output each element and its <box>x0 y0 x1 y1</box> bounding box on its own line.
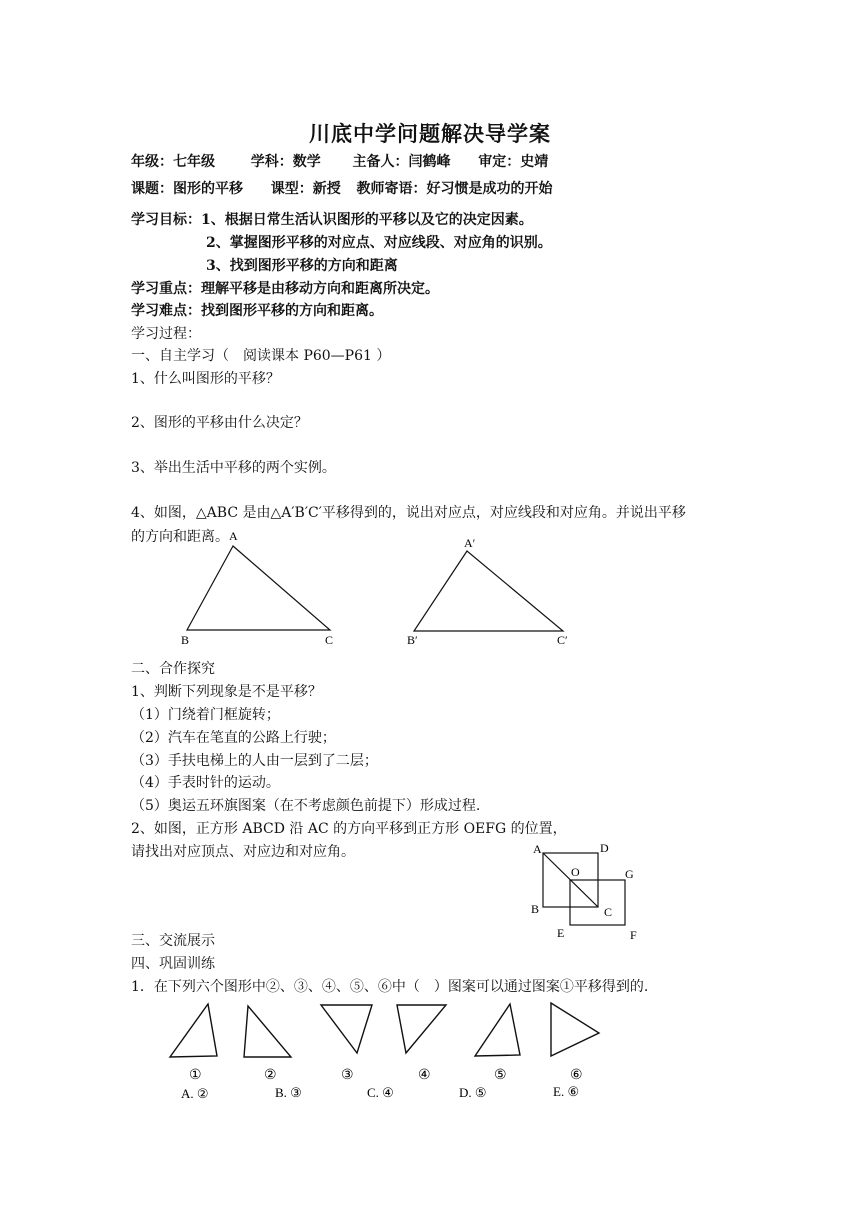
section1-q3: 3、举出生活中平移的两个实例。 <box>131 460 336 476</box>
option-b: B. ③ <box>275 1085 302 1100</box>
triangle-abc <box>187 546 330 630</box>
square-label-a: A <box>533 842 542 856</box>
objective-item: 3、找到图形平移的方向和距离 <box>206 258 398 274</box>
section4-q1: 1．在下列六个图形中②、③、④、⑤、⑥中（ ）图案可以通过图案①平移得到的. <box>131 979 649 995</box>
option-a: A. ② <box>181 1086 209 1101</box>
objective-item: 2、掌握图形平移的对应点、对应线段、对应角的识别。 <box>206 235 552 251</box>
square-label-g: G <box>625 867 634 881</box>
figure-number: ② <box>264 1068 277 1083</box>
square-label-f: F <box>630 928 637 942</box>
objectives-label: 学习目标： <box>131 212 201 228</box>
vertex-label-b-prime: B′ <box>407 633 418 647</box>
section2-q2-line2: 请找出对应顶点、对应边和对应角。 <box>131 844 355 860</box>
section2-item: （3）手扶电梯上的人由一层到了二层； <box>131 753 378 769</box>
figure-5-triangle <box>475 1004 520 1056</box>
section2-item: （5）奥运五环旗图案（在不考虑颜色前提下）形成过程. <box>131 798 481 814</box>
triangle-abc-prime <box>414 551 563 631</box>
figure-6-triangle <box>551 1003 599 1056</box>
square-label-e: E <box>557 926 565 940</box>
figure-2-triangle <box>244 1006 291 1057</box>
preparer-label: 主备人：闫鹤峰 <box>352 154 451 170</box>
objective-item: 1、根据日常生活认识图形的平移以及它的决定因素。 <box>201 212 533 228</box>
figure-4-triangle <box>397 1005 446 1053</box>
page-title: 川底中学问题解决导学案 <box>309 121 551 146</box>
section1-heading: 一、自主学习（ 阅读课本 P60—P61 ） <box>131 348 391 364</box>
square-label-o: O <box>571 865 580 879</box>
vertex-label-c: C <box>325 633 334 647</box>
section4-heading: 四、巩固训练 <box>131 956 215 972</box>
process-label: 学习过程： <box>131 326 201 342</box>
figure-number: ① <box>189 1068 202 1083</box>
section1-q1: 1、什么叫图形的平移？ <box>131 371 280 387</box>
vertex-label-a-prime: A′ <box>464 536 476 550</box>
difficulty: 学习难点：找到图形平移的方向和距离。 <box>131 303 383 319</box>
section1-q4-line2: 的方向和距离。 <box>131 529 229 545</box>
figure-number: ③ <box>341 1068 354 1083</box>
square-label-c: C <box>604 905 613 919</box>
figure-3-triangle <box>321 1005 372 1053</box>
section2-heading: 二、合作探究 <box>131 661 215 677</box>
figure-1-triangle <box>170 1004 217 1057</box>
figure-number: ⑥ <box>570 1068 583 1083</box>
vertex-label-c-prime: C′ <box>557 633 568 647</box>
figure-number: ⑤ <box>494 1068 507 1083</box>
figure-number: ④ <box>418 1068 431 1083</box>
section2-item: （1）门绕着门框旋转； <box>131 707 280 723</box>
square-label-d: D <box>600 841 609 855</box>
subject-label: 学科：数学 <box>250 154 321 170</box>
section2-q2-line1: 2、如图，正方形 ABCD 沿 AC 的方向平移到正方形 OEFG 的位置， <box>131 821 567 837</box>
section1-q2: 2、图形的平移由什么决定？ <box>131 415 308 431</box>
key-point: 学习重点：理解平移是由移动方向和距离所决定。 <box>131 281 439 297</box>
option-e: E. ⑥ <box>553 1084 580 1099</box>
vertex-label-b: B <box>181 633 190 647</box>
reviewer-label: 审定：史靖 <box>478 154 549 170</box>
section2-item: （4）手表时针的运动。 <box>131 775 280 791</box>
square-label-b: B <box>531 902 540 916</box>
section2-q1: 1、判断下列现象是不是平移？ <box>131 684 322 700</box>
option-c: C. ④ <box>367 1085 394 1100</box>
lesson-type-label: 课型：新授 <box>270 181 341 197</box>
section3-heading: 三、交流展示 <box>131 933 215 949</box>
section1-q4-line1: 4、如图，△ABC 是由△A′B′C′平移得到的，说出对应点，对应线段和对应角。并说出平移 <box>131 505 686 521</box>
topic-label: 课题：图形的平移 <box>131 181 243 197</box>
motto-label: 教师寄语：好习惯是成功的开始 <box>356 181 553 197</box>
section2-item: （2）汽车在笔直的公路上行驶； <box>131 730 336 746</box>
option-d: D. ⑤ <box>459 1085 487 1100</box>
grade-label: 年级：七年级 <box>131 154 215 170</box>
vertex-label-a: A <box>229 529 238 543</box>
